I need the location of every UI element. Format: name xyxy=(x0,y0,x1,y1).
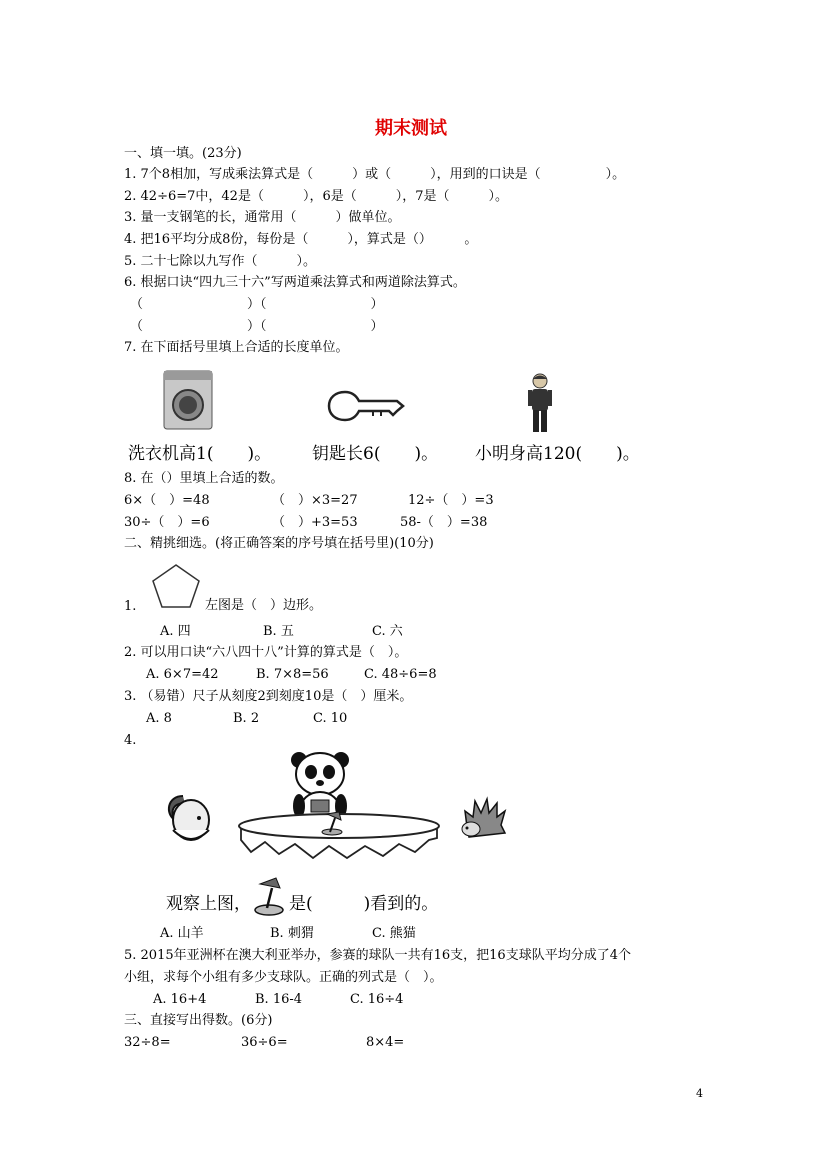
equation: （ ）+3=53 xyxy=(272,515,358,530)
goat-icon xyxy=(163,790,215,848)
q4-caption-prefix: 观察上图， xyxy=(166,894,251,914)
option-b: B. 五 xyxy=(263,624,294,639)
q7-washing-machine-label: 洗衣机高1( )。 xyxy=(128,444,272,464)
lamp-icon xyxy=(317,810,347,836)
question-2-5-line2: 小组，求每个小组有多少支球队。正确的列式是（ ）。 xyxy=(124,970,443,985)
option-b: B. 16-4 xyxy=(255,992,303,1007)
option-c: C. 16÷4 xyxy=(350,992,404,1007)
equation: 6×（ ）=48 xyxy=(124,493,210,508)
section2-heading: 二、精挑细选。(将正确答案的序号填在括号里)(10分) xyxy=(124,536,434,551)
option-c: C. 熊猫 xyxy=(372,926,416,941)
question-2-1: 左图是（ ）边形。 xyxy=(205,598,323,613)
option-b: B. 7×8=56 xyxy=(256,667,329,682)
question-1-4: 4. 把16平均分成8份，每份是（ ），算式是（） 。 xyxy=(124,232,478,247)
question-2-1-number: 1. xyxy=(124,599,137,614)
hedgehog-icon xyxy=(459,797,507,841)
q7-boy-height-label: 小明身高120( )。 xyxy=(475,444,640,464)
q7-key-label: 钥匙长6( )。 xyxy=(312,444,439,464)
option-a: A. 6×7=42 xyxy=(146,667,219,682)
calc-item: 32÷8= xyxy=(124,1035,171,1050)
lamp-icon xyxy=(252,874,286,916)
option-b: B. 刺猬 xyxy=(270,926,314,941)
equation: （ ）×3=27 xyxy=(272,493,358,508)
option-c: C. 六 xyxy=(372,624,403,639)
calc-item: 36÷6= xyxy=(241,1035,288,1050)
question-1-5: 5. 二十七除以九写作（ ）。 xyxy=(124,254,317,269)
question-1-8: 8. 在（）里填上合适的数。 xyxy=(124,471,284,486)
option-a: A. 四 xyxy=(160,624,191,639)
page-title: 期末测试 xyxy=(375,118,447,139)
option-c: C. 48÷6=8 xyxy=(364,667,437,682)
section1-heading: 一、填一填。(23分) xyxy=(124,146,242,161)
question-1-3: 3. 量一支钢笔的长，通常用（ ）做单位。 xyxy=(124,210,401,225)
option-a: A. 16+4 xyxy=(153,992,207,1007)
question-2-5-line1: 5. 2015年亚洲杯在澳大利亚举办，参赛的球队一共有16支，把16支球队平均分成了4个 xyxy=(124,948,631,963)
question-1-6: 6. 根据口诀“四九三十六”写两道乘法算式和两道除法算式。 xyxy=(124,275,466,290)
question-1-2: 2. 42÷6=7中，42是（ ），6是（ ），7是（ ）。 xyxy=(124,189,508,204)
question-2-2: 2. 可以用口诀“六八四十八”计算的算式是（ ）。 xyxy=(124,645,408,660)
boy-icon xyxy=(525,372,555,434)
equation: 30÷（ ）=6 xyxy=(124,515,210,530)
washing-machine-icon xyxy=(163,370,213,430)
option-c: C. 10 xyxy=(313,711,348,726)
answer-blank-row: （ ）（ ） xyxy=(130,319,384,334)
equation: 58-（ ）=38 xyxy=(400,515,488,530)
question-2-3: 3. （易错）尺子从刻度2到刻度10是（ ）厘米。 xyxy=(124,689,413,704)
question-2-4-number: 4. xyxy=(124,733,137,748)
calc-item: 8×4= xyxy=(366,1035,405,1050)
pentagon-icon xyxy=(151,563,201,609)
question-1-1: 1. 7个8相加，写成乘法算式是（ ）或（ ），用到的口诀是（ ）。 xyxy=(124,167,626,182)
q4-caption-suffix: 是( )看到的。 xyxy=(289,894,439,914)
section3-heading: 三、直接写出得数。(6分) xyxy=(124,1013,273,1028)
question-1-7: 7. 在下面括号里填上合适的长度单位。 xyxy=(124,340,349,355)
page-number: 4 xyxy=(696,1087,703,1100)
key-icon xyxy=(327,388,405,424)
option-a: A. 山羊 xyxy=(160,926,204,941)
answer-blank-row: （ ）（ ） xyxy=(130,297,384,312)
equation: 12÷（ ）=3 xyxy=(408,493,494,508)
option-a: A. 8 xyxy=(146,711,172,726)
option-b: B. 2 xyxy=(233,711,260,726)
